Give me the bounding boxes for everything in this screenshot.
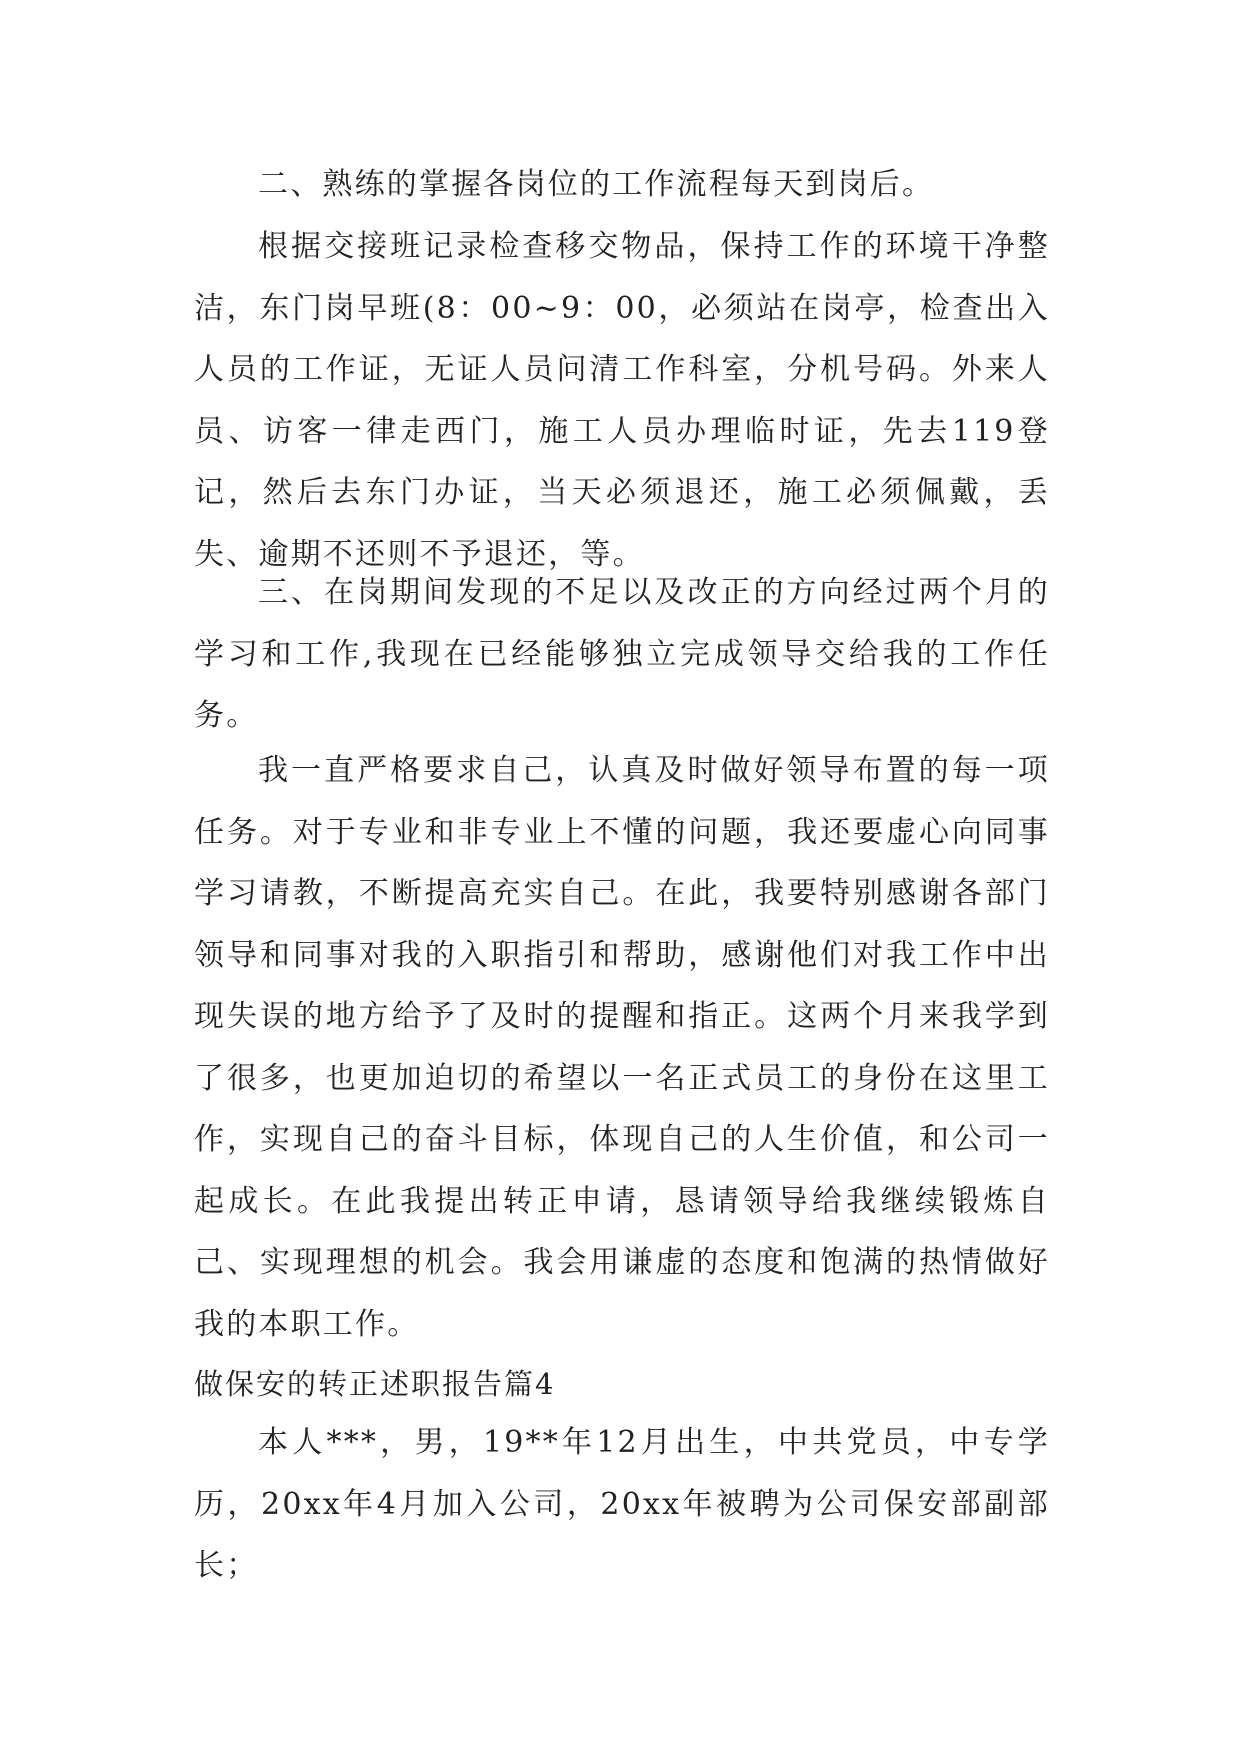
- paragraph-section-three: 三、在岗期间发现的不足以及改正的方向经过两个月的学习和工作,我现在已经能够独立完成领导交给我的工作任务。: [194, 575, 1050, 733]
- paragraph-handover-procedure: 根据交接班记录检查移交物品，保持工作的环境干净整洁，东门岗早班(8：00~9：00，必须站在岗亭，检查出入人员的工作证，无证人员问清工作科室，分机号码。外来人员、访客一律走西门，施工人员办理临时证，先去119登记，然后去东门办证，当天必须退还，施工必须佩戴，丢失、逾期不还则不予退还，等。: [194, 229, 1050, 572]
- paragraph-self-reflection: 我一直严格要求自己，认真及时做好领导布置的每一项任务。对于专业和非专业上不懂的问题，我还要虚心向同事学习请教，不断提高充实自己。在此，我要特别感谢各部门领导和同事对我的入职指引和帮助，感谢他们对我工作中出现失误的地方给予了及时的提醒和指正。这两个月来我学到了很多，也更加迫切的希望以一名正式员工的身份在这里工作，实现自己的奋斗目标，体现自己的人生价值，和公司一起成长。在此我提出转正申请，恳请领导给我继续锻炼自己、实现理想的机会。我会用谦虚的态度和饱满的热情做好我的本职工作。: [194, 753, 1050, 1342]
- section-heading: 做保安的转正述职报告篇4: [194, 1367, 556, 1401]
- paragraph-section-two: 二、熟练的掌握各岗位的工作流程每天到岗后。: [258, 167, 935, 202]
- paragraph-personal-info: 本人***，男，19**年12月出生，中共党员，中专学历，20xx年4月加入公司，20xx年被聘为公司保安部副部长；: [194, 1425, 1050, 1583]
